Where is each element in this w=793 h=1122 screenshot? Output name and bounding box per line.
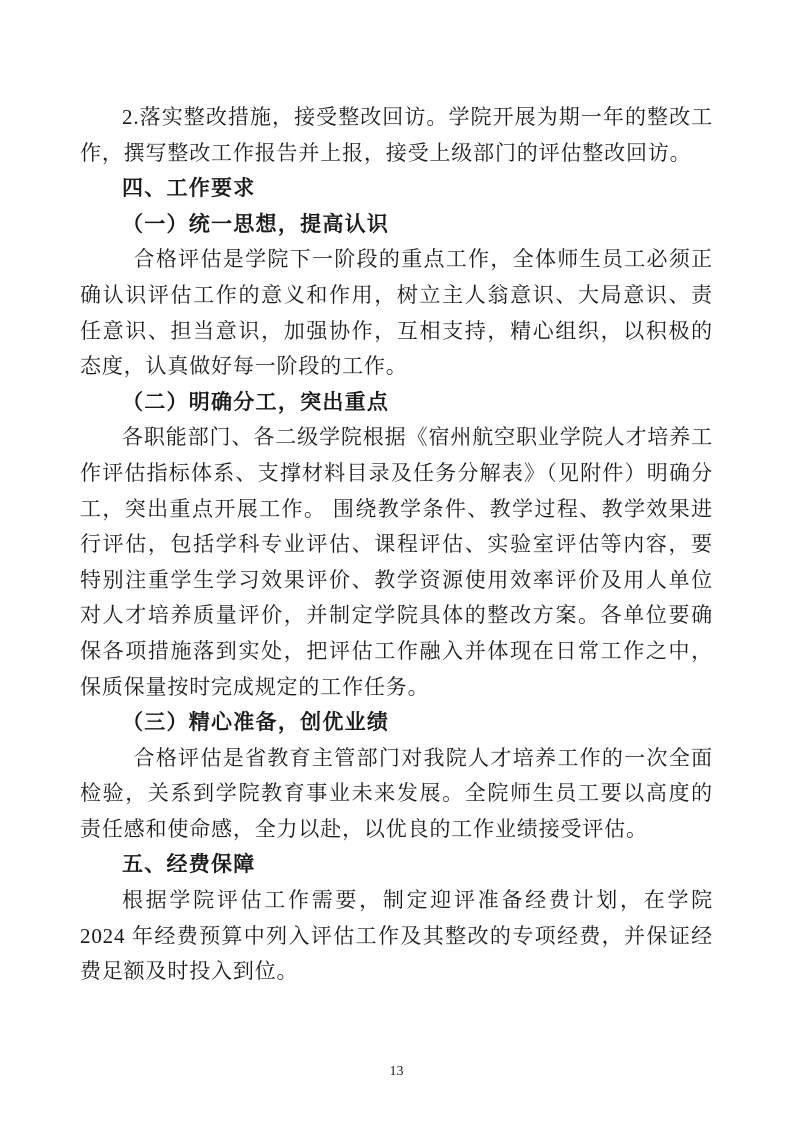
- heading-4-3-careful-preparation: （三）精心准备，创优业绩: [122, 711, 390, 735]
- paragraph-careful-preparation-body: 合格评估是省教育主管部门对我院人才培养工作的一次全面检验，关系到学院教育事业未来发展。全院师生员工要以高度的责任感和使命感，全力以赴，以优良的工作业绩接受评估。: [80, 745, 713, 841]
- heading-section-4-work-requirements: 四、工作要求: [122, 177, 256, 201]
- paragraph-unify-thinking-body: 合格评估是学院下一阶段的重点工作，全体师生员工必须正确认识评估工作的意义和作用，树立主人翁意识、大局意识、责任意识、担当意识，加强协作，互相支持，精心组织，以积极的态度，认真做好每一阶段的工作。: [80, 247, 713, 379]
- page-number: 13: [389, 1064, 404, 1079]
- heading-section-5-funding-guarantee: 五、经费保障: [122, 853, 256, 877]
- paragraph-funding-guarantee-body: 根据学院评估工作需要，制定迎评准备经费计划，在学院 2024 年经费预算中列入评估工作及其整改的专项经费，并保证经费足额及时投入到位。: [80, 888, 713, 984]
- heading-4-1-unify-thinking: （一）统一思想，提高认识: [122, 212, 390, 236]
- heading-4-2-clear-division: （二）明确分工，突出重点: [122, 390, 390, 414]
- paragraph-rectification-followup: 2.落实整改措施，接受整改回访。学院开展为期一年的整改工作，撰写整改工作报告并上报，接受上级部门的评估整改回访。: [80, 105, 713, 165]
- document-body: [80, 100, 713, 990]
- paragraph-clear-division-body: 各职能部门、各二级学院根据《宿州航空职业学院人才培养工作评估指标体系、支撑材料目录及任务分解表》（见附件）明确分工，突出重点开展工作。 围绕教学条件、教学过程、教学效果进行评估，包括学科专业评估、课程评估、实验室评估等内容，要特别注重学生学习效果评价、教学资源使用效率评价及用人单位对人才培养质量评价，并制定学院具体的整改方案。各单位要确保各项措施落到实处，把评估工作融入并体现在日常工作之中，保质保量按时完成规定的工作任务。: [80, 425, 713, 699]
